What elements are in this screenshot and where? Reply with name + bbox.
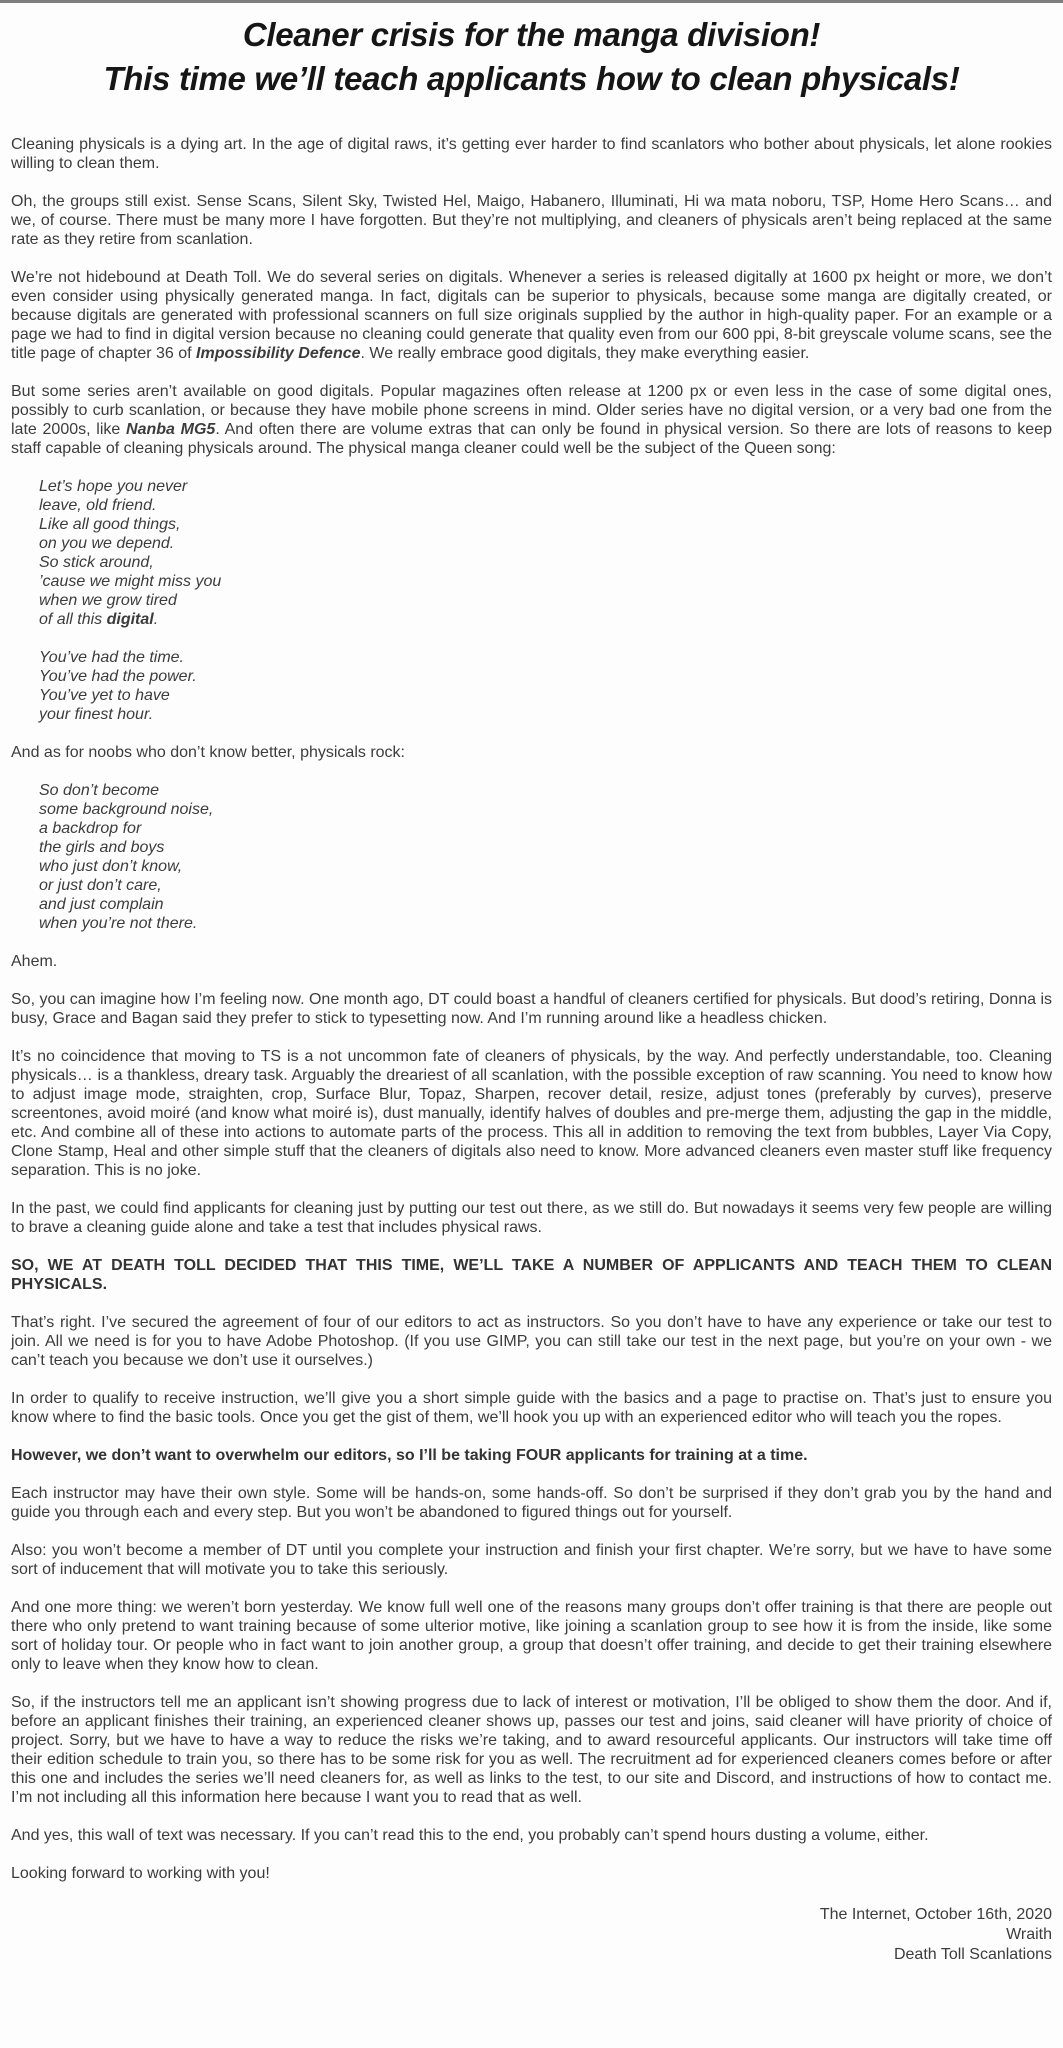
paragraph-ulterior-motives: And one more thing: we weren’t born yesterday. We know full well one of the reasons many groups don’t offer training is that there are people out there who only pretend to want training because of some ulterior motive, like joining a scanlation group to see how it is from the inside, like some sort of holiday tour. Or people who in fact want to join another group, a group that doesn’t offer training, and decide to get their training elsewhere only to leave when they know how to clean. xyxy=(11,1599,1052,1673)
page-title xyxy=(11,13,1052,101)
lyric-line: Let’s hope you never xyxy=(39,478,188,495)
lyric-line: the girls and boys xyxy=(39,839,165,856)
paragraph-qualification: In order to qualify to receive instruction, we’ll give you a short simple guide with the basics and a page to practise on. That’s just to ensure you know where to find the basic tools. Once you get the gist of them, we’ll hook you up with an experienced editor who will teach you the ropes. xyxy=(11,1390,1052,1426)
emphasized-word-digital: digital xyxy=(106,611,154,628)
signature-author: Wraith xyxy=(1006,1926,1052,1943)
title-line-1: Cleaner crisis for the manga division! xyxy=(242,16,821,53)
lyric-line: You’ve had the time. xyxy=(39,649,184,666)
text-segment: of all this xyxy=(39,611,107,628)
lyric-line: and just complain xyxy=(39,896,164,913)
paragraph-risks: So, if the instructors tell me an applicant isn’t showing progress due to lack of interest or motivation, I’ll be obliged to show them the door. And if, before an applicant finishes their training, an experienced cleaner shows up, passes our test and joins, said cleaner will have priority of choice of project. Sorry, but we have to have a way to reduce the risks we’re taking, and to award resourceful applicants. Our instructors will take time off their edition schedule to train you, so there has to be some risk for you as well. The recruitment ad for experienced cleaners comes before or after this one and includes the series we’ll need cleaners for, as well as links to the test, to our site and Discord, and instructions of how to contact me. I’m not including all this information here because I want you to read that as well. xyxy=(11,1694,1052,1806)
paragraph-digitals xyxy=(11,268,1052,363)
lyric-line: You’ve had the power. xyxy=(39,668,197,685)
lyric-line: when you’re not there. xyxy=(39,915,198,932)
paragraph-noobs: And as for noobs who don’t know better, physicals rock: xyxy=(11,744,405,761)
lyric-line: So stick around, xyxy=(39,554,154,571)
signature-block xyxy=(11,1905,1052,1965)
lyric-line: ’cause we might miss you xyxy=(39,573,222,590)
paragraph-cleaning-difficulty: It’s no coincidence that moving to TS is a not uncommon fate of cleaners of physicals, by the way. And perfectly understandable, too. Cleaning physicals… is a thankless, dreary task. Arguably the dreariest of all scanlation, with the possible exception of raw scanning. You need to know how to adjust image mode, straighten, crop, Surface Blur, Topaz, Sharpen, recover detail, resize, adjust tones (preferably by curves), preserve screentones, avoid moiré (and know what moiré is), dust manually, identify halves of doubles and pre-merge them, adjusting the gap in the middle, etc. And combine all of these into actions to automate parts of the process. This all in addition to removing the text from bubbles, Layer Via Copy, Clone Stamp, Heal and other simple stuff that the cleaners of digitals also need to know. More advanced cleaners even master stuff like frequency separation. This is no joke. xyxy=(11,1048,1052,1179)
paragraph-intro: Cleaning physicals is a dying art. In the age of digital raws, it’s getting ever harder to find scanlators who bother about physicals, let alone rookies willing to clean them. xyxy=(11,136,1052,172)
paragraph-current-situation: So, you can imagine how I’m feeling now. One month ago, DT could boast a handful of cleaners certified for physicals. But dood’s retiring, Donna is busy, Grace and Bagan said they prefer to stick to typesetting now. And I’m running around like a headless chicken. xyxy=(11,991,1052,1027)
recruitment-notice-page xyxy=(0,3,1063,1977)
lyric-line: Like all good things, xyxy=(39,516,181,533)
text-segment: . xyxy=(153,611,159,628)
lyric-line: So don’t become xyxy=(39,782,160,799)
queen-lyrics-stanza-1 xyxy=(39,477,1024,629)
series-title-nanba-mg5: Nanba MG5 xyxy=(126,421,216,438)
paragraph-closing: Looking forward to working with you! xyxy=(11,1865,270,1882)
paragraph-membership: Also: you won’t become a member of DT until you complete your instruction and finish your first chapter. We’re sorry, but we have to have some sort of inducement that will motivate you to take this seriously. xyxy=(11,1542,1052,1578)
text-segment: . And often there are volume extras that can only be found in physical version. So there are lots of reasons to keep staff capable of cleaning physicals around. The physical manga cleaner could well be the subject of the Queen song: xyxy=(11,421,1052,457)
signature-date: The Internet, October 16th, 2020 xyxy=(819,1906,1052,1923)
document-body xyxy=(11,135,1052,1883)
text-segment: We’re not hidebound at Death Toll. We do several series on digitals. Whenever a series is released digitally at 1600 px height or more, we don’t even consider using physically generated manga. In fact, digitals can be superior to physicals, because some manga are digitally created, or because digitals are generated with professional scanners on full size originals supplied by the author in high-quality paper. For an example or a page we had to find in digital version because no cleaning could generate that quality even from our 600 ppi, 8-bit greyscale volume scans, see the title page of chapter 36 of xyxy=(11,269,1052,362)
text-segment: But some series aren’t available on good digitals. Popular magazines often release at 1200 px or even less in the case of some digital ones, possibly to curb scanlation, or because they have mobile phone screens in mind. Older series have no digital version, or a very bad one from the late 2000s, like xyxy=(11,383,1052,438)
title-line-2: This time we’ll teach applicants how to clean physicals! xyxy=(103,60,960,97)
lyric-line: or just don’t care, xyxy=(39,877,162,894)
paragraph-instructor-styles: Each instructor may have their own style. Some will be hands-on, some hands-off. So don’t be surprised if they don’t grab you by the hand and guide you through each and every step. But you won’t be abandoned to figured things out for yourself. xyxy=(11,1485,1052,1521)
paragraph-ahem: Ahem. xyxy=(11,953,58,970)
announcement-four-applicants: However, we don’t want to overwhelm our editors, so I’ll be taking FOUR applicants for training at a time. xyxy=(11,1447,808,1464)
lyric-line: some background noise, xyxy=(39,801,214,818)
signature-group: Death Toll Scanlations xyxy=(893,1946,1052,1963)
lyric-line: You’ve yet to have xyxy=(39,687,170,704)
text-segment: . We really embrace good digitals, they make everything easier. xyxy=(360,345,810,362)
series-title-impossibility-defence: Impossibility Defence xyxy=(196,345,361,362)
lyric-line: leave, old friend. xyxy=(39,497,157,514)
queen-lyrics-stanza-2 xyxy=(39,648,1024,724)
announcement-training: SO, WE AT DEATH TOLL DECIDED THAT THIS TIME, WE’LL TAKE A NUMBER OF APPLICANTS AND TEACH THEM TO CLEAN PHYSICALS. xyxy=(11,1257,1052,1293)
queen-lyrics-stanza-3 xyxy=(39,781,1024,933)
paragraph-instructors: That’s right. I’ve secured the agreement of four of our editors to act as instructors. So you don’t have to have any experience or take our test to join. All we need is for you to have Adobe Photoshop. (If you use GIMP, you can still take our test in the next page, but you’re on your own - we can’t teach you because we don’t use it ourselves.) xyxy=(11,1314,1052,1369)
paragraph-past-applicants: In the past, we could find applicants for cleaning just by putting our test out there, as we still do. But nowadays it seems very few people are willing to brave a cleaning guide alone and take a test that includes physical raws. xyxy=(11,1200,1052,1236)
paragraph-groups: Oh, the groups still exist. Sense Scans, Silent Sky, Twisted Hel, Maigo, Habanero, Illuminati, Hi wa mata noboru, TSP, Home Hero Scans… and we, of course. There must be many more I have forgotten. But they’re not multiplying, and cleaners of physicals aren’t being replaced at the same rate as they retire from scanlation. xyxy=(11,193,1052,248)
lyric-line: a backdrop for xyxy=(39,820,142,837)
lyric-line: who just don’t know, xyxy=(39,858,183,875)
lyric-line xyxy=(39,610,1024,629)
lyric-line: on you we depend. xyxy=(39,535,175,552)
paragraph-physicals-needed xyxy=(11,382,1052,458)
lyric-line: when we grow tired xyxy=(39,592,177,609)
lyric-line: your finest hour. xyxy=(39,706,154,723)
paragraph-wall-of-text: And yes, this wall of text was necessary. If you can’t read this to the end, you probably can’t spend hours dusting a volume, either. xyxy=(11,1827,929,1844)
